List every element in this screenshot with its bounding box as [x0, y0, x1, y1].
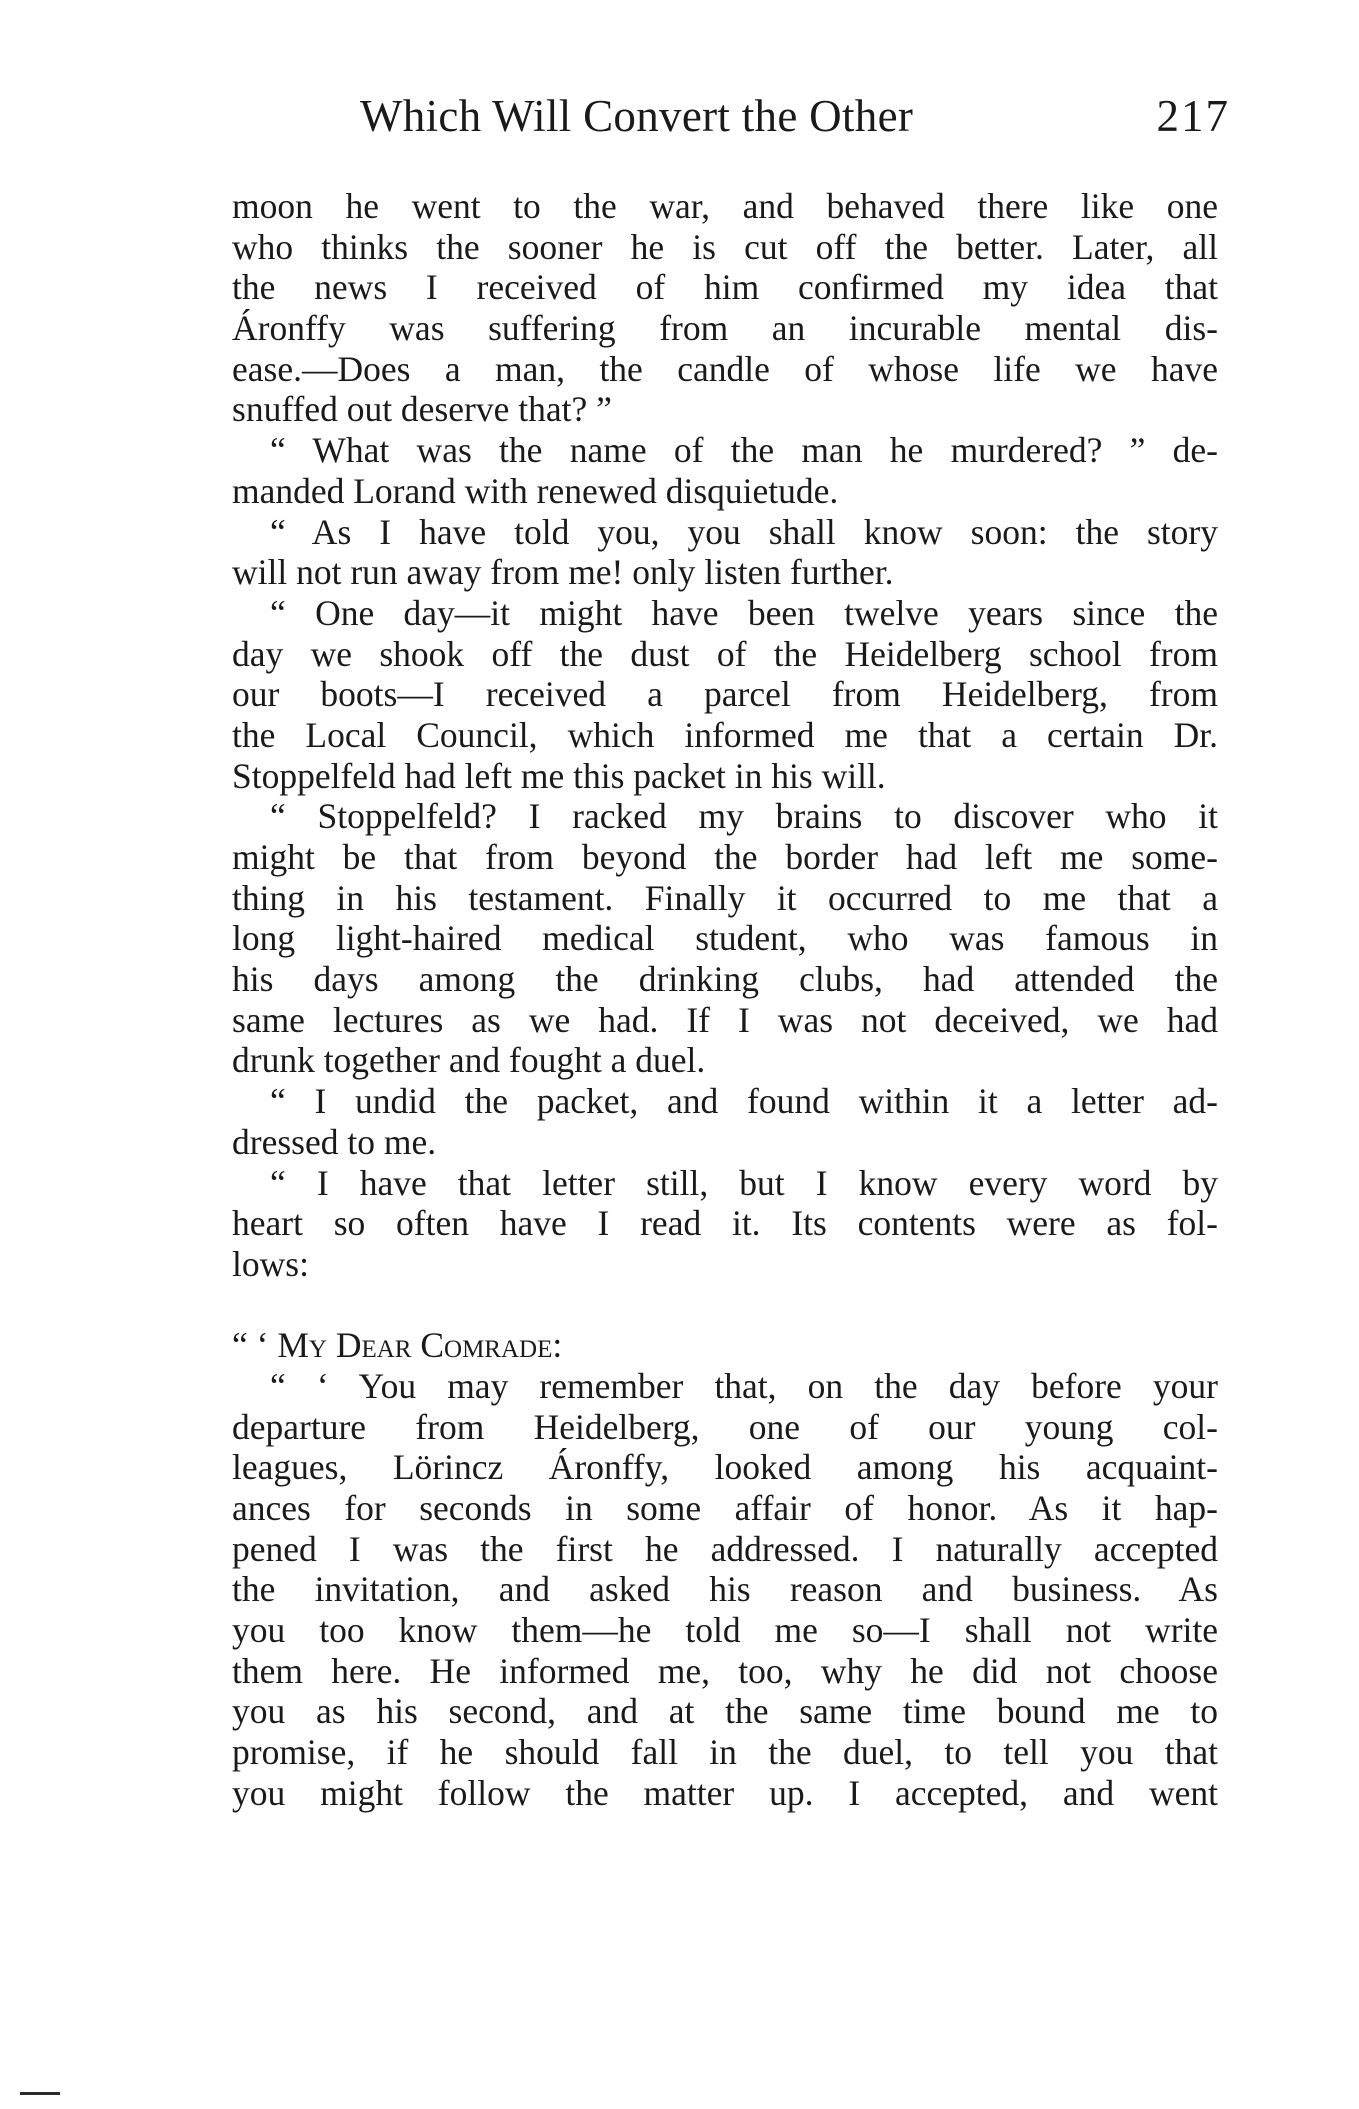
text-line: you might follow the matter up. I accepted, and went: [232, 1772, 1218, 1813]
text-line: day we shook off the dust of the Heidelberg school from: [232, 633, 1218, 674]
text-line: “ Stoppelfeld? I racked my brains to discover who it: [270, 796, 1218, 837]
text-line: who thinks the sooner he is cut off the better. Later, all: [232, 226, 1218, 267]
text-line: ances for seconds in some affair of honor. As it hap-: [232, 1488, 1218, 1528]
text-line: pened I was the first he addressed. I naturally accepted: [232, 1528, 1218, 1569]
text-line: the news I received of him confirmed my idea that: [232, 267, 1218, 308]
text-line: heart so often have I read it. Its contents were as fol-: [232, 1203, 1218, 1244]
running-head: [360, 86, 1230, 146]
text-line: manded Lorand with renewed disquietude.: [232, 470, 839, 511]
running-title: Which Will Convert the Other: [360, 91, 914, 141]
text-line: long light-haired medical student, who was famous in: [232, 918, 1218, 959]
text-line: them here. He informed me, too, why he did not choose: [232, 1650, 1218, 1691]
text-line: the Local Council, which informed me that a certain Dr.: [232, 714, 1218, 755]
text-line: drunk together and fought a duel.: [232, 1040, 706, 1081]
text-line: Stoppelfeld had left me this packet in his will.: [232, 755, 886, 796]
text-line: departure from Heidelberg, one of our young col-: [232, 1406, 1218, 1447]
text-line: leagues, Lörincz Áronffy, looked among his acquaint-: [232, 1447, 1218, 1488]
text-line: thing in his testament. Finally it occurred to me that a: [232, 877, 1218, 918]
text-line: moon he went to the war, and behaved there like one: [232, 186, 1218, 226]
text-line: “ ‘ You may remember that, on the day before your: [270, 1365, 1218, 1406]
text-line: you too know them—he told me so—I shall not write: [232, 1610, 1218, 1651]
text-line: “ I have that letter still, but I know every word by: [270, 1162, 1218, 1203]
scan-edge-mark: [20, 2092, 60, 2095]
page-number: 217: [1156, 91, 1230, 141]
text-line: ease.—Does a man, the candle of whose life we have: [232, 348, 1218, 389]
text-line: “ What was the name of the man he murdered? ” de-: [270, 430, 1218, 471]
text-line: might be that from beyond the border had left me some-: [232, 837, 1218, 877]
letter-salutation: “ ‘ My Dear Comrade:: [232, 1325, 563, 1366]
text-line: promise, if he should fall in the duel, to tell you that: [232, 1732, 1218, 1773]
text-line: “ As I have told you, you shall know soon: the story: [270, 511, 1218, 552]
text-line: dressed to me.: [232, 1121, 437, 1162]
text-line: you as his second, and at the same time bound me to: [232, 1691, 1218, 1732]
text-line: lows:: [232, 1243, 309, 1284]
text-line: our boots—I received a parcel from Heidelberg, from: [232, 674, 1218, 715]
text-line: “ I undid the packet, and found within it a letter ad-: [270, 1081, 1218, 1122]
text-line: Áronffy was suffering from an incurable mental dis-: [232, 308, 1218, 349]
body-text: [232, 186, 1218, 1814]
text-line: will not run away from me! only listen further.: [232, 552, 894, 593]
text-line: “ One day—it might have been twelve years since the: [270, 592, 1218, 633]
text-line: snuffed out deserve that? ”: [232, 389, 612, 430]
text-line: his days among the drinking clubs, had attended the: [232, 959, 1218, 1000]
text-line: the invitation, and asked his reason and business. As: [232, 1569, 1218, 1610]
text-line: same lectures as we had. If I was not deceived, we had: [232, 999, 1218, 1040]
